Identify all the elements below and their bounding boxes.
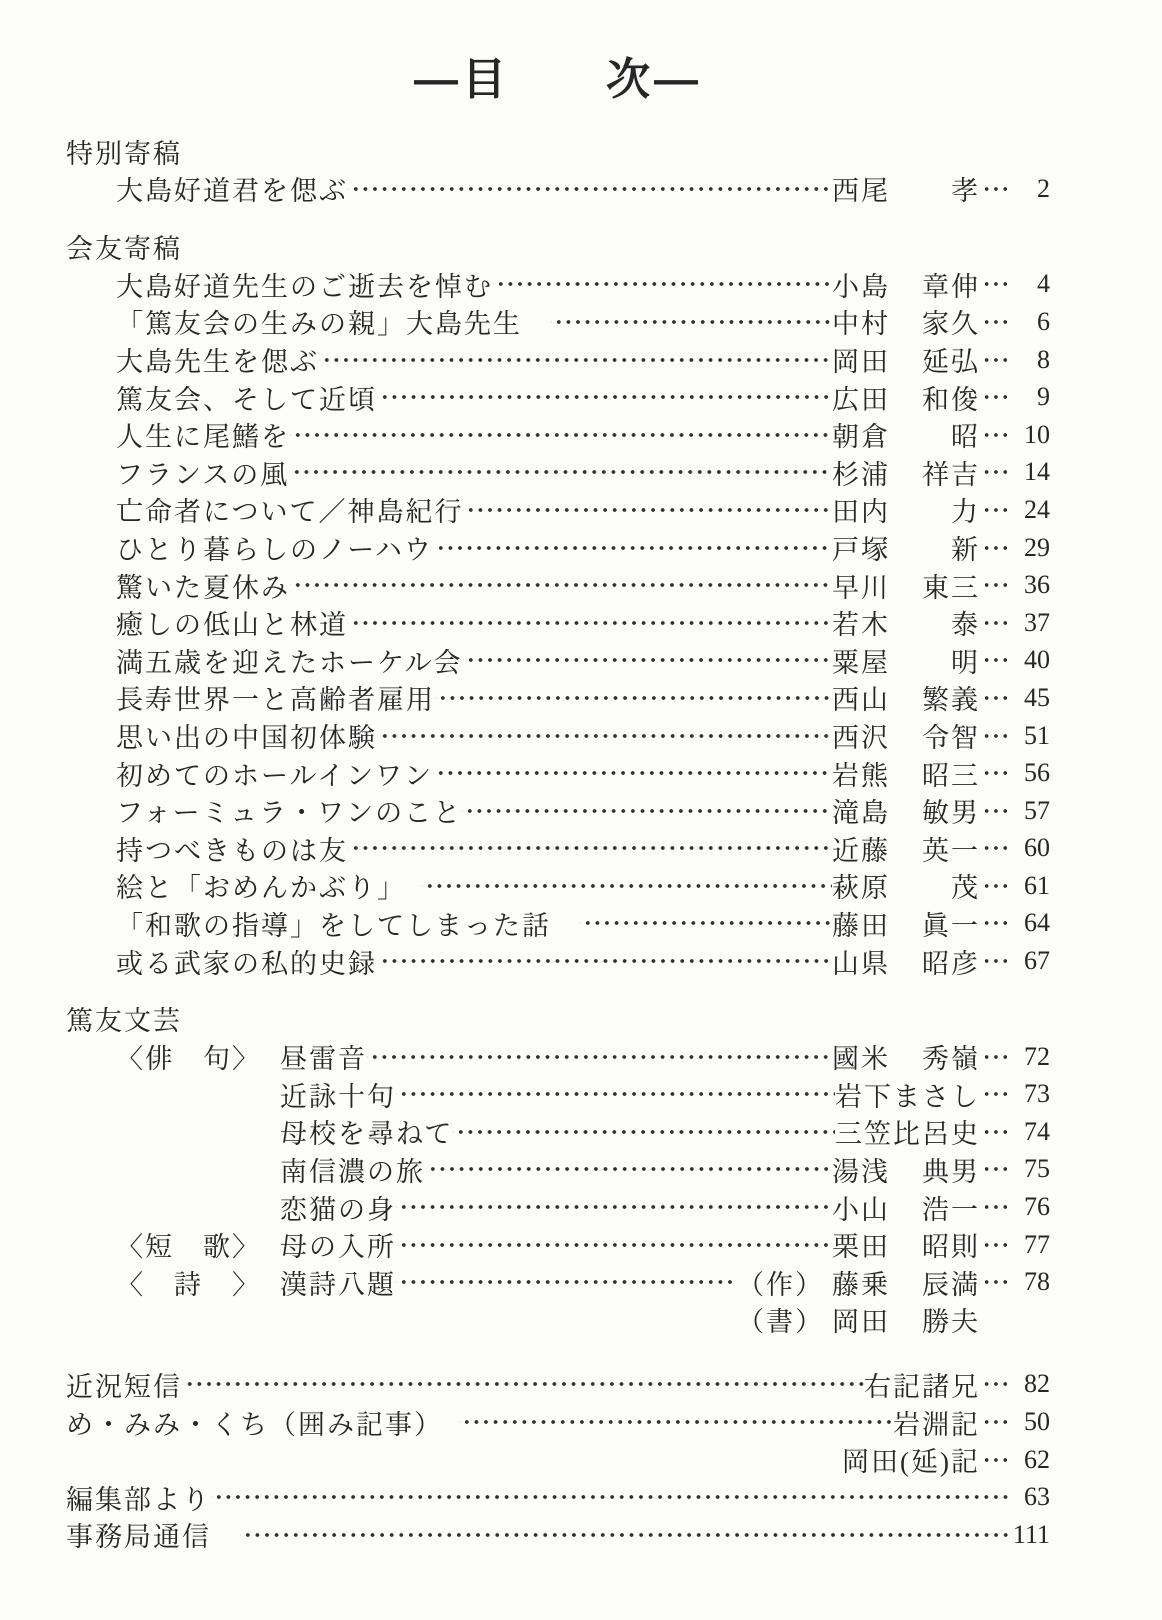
author-given-name: 典男	[922, 1156, 980, 1187]
toc-entry	[66, 942, 1050, 980]
author-name	[832, 942, 980, 981]
page-leader-dots	[980, 382, 1008, 412]
entry-title: 長寿世界一と高齢者雇用	[116, 685, 435, 716]
toc-entry	[66, 754, 1050, 792]
page-number: 6	[1037, 306, 1050, 336]
toc-entry	[66, 1403, 1050, 1441]
dot-leader	[182, 1369, 864, 1399]
page-number: 73	[1024, 1079, 1050, 1109]
page-leader-dots	[980, 1117, 1008, 1147]
entry-title: 大島先生を偲ぶ	[116, 347, 319, 378]
toc-entry	[66, 378, 1050, 416]
author-family-name: 小島	[832, 271, 890, 302]
dot-leader	[453, 1117, 835, 1147]
author-family-name: 萩原	[832, 873, 890, 904]
author-given-name: 章伸	[922, 271, 980, 302]
author-name	[832, 866, 980, 905]
entry-title: ひとり暮らしのノーハウ	[116, 535, 433, 566]
author-name	[832, 340, 980, 379]
dot-leader	[289, 457, 832, 487]
dot-leader	[396, 1267, 737, 1297]
page-number: 51	[1024, 720, 1050, 750]
author-given-name: 秀嶺	[922, 1044, 980, 1075]
page-number: 24	[1024, 494, 1050, 524]
author-given-name: 新	[951, 535, 980, 566]
page-leader-dots	[980, 1079, 1008, 1109]
toc-entry	[66, 679, 1050, 717]
entry-title: め・みみ・くち（囲み記事）	[66, 1409, 459, 1440]
dot-leader	[280, 1305, 737, 1335]
section-heading: 篤友文芸	[66, 1006, 182, 1037]
dot-leader	[211, 1482, 1008, 1512]
author-given-name: 英一	[922, 835, 980, 866]
dot-leader	[463, 495, 832, 525]
author-family-name: 岡田	[832, 347, 890, 378]
author-name	[832, 528, 980, 567]
dot-leader	[396, 1079, 835, 1109]
page-leader-dots	[980, 608, 1008, 638]
toc-entry	[66, 642, 1050, 680]
genre-label: 〈俳 句〉	[116, 1044, 261, 1075]
author-given-name: 昭三	[922, 760, 980, 791]
author-role-prefix: （書）	[737, 1307, 824, 1338]
author-role-prefix: （作）	[737, 1269, 824, 1300]
toc-entry	[66, 1441, 1050, 1479]
author-given-name: 延弘	[922, 347, 980, 378]
entry-title: 近詠十句	[280, 1081, 396, 1112]
entry-title: 漢詩八題	[280, 1269, 396, 1300]
dot-leader	[290, 420, 832, 450]
entry-title: 癒しの低山と林道	[116, 610, 348, 641]
dot-leader	[377, 946, 832, 976]
entry-title: 母校を尋ねて	[280, 1119, 454, 1150]
author-family-name: 田内	[832, 497, 890, 528]
page-leader-dots	[980, 1369, 1008, 1399]
author-given-name: 祥吉	[922, 459, 980, 490]
page-leader-dots	[980, 1230, 1008, 1260]
author-family-name: 近藤	[832, 835, 890, 866]
entry-title: 人生に尾鰭を	[116, 422, 290, 453]
page-leader-dots	[980, 174, 1008, 204]
entry-title: 恋猫の身	[280, 1194, 396, 1225]
dot-leader	[435, 683, 832, 713]
entry-title: 初めてのホールインワン	[116, 760, 434, 791]
author-given-name: 茂	[951, 873, 980, 904]
author-name	[832, 1150, 980, 1189]
entry-title: 亡命者について／神島紀行	[116, 497, 464, 528]
dot-leader	[425, 1154, 832, 1184]
page-leader-dots	[980, 1445, 1008, 1475]
entry-title: 母の入所	[280, 1232, 396, 1263]
dot-leader	[459, 1407, 894, 1437]
dot-leader	[551, 307, 832, 337]
page-leader-dots	[980, 908, 1008, 938]
author-given-name: 家久	[922, 309, 980, 340]
entry-title: 篤友会、そして近頃	[116, 384, 377, 415]
author-name	[832, 603, 980, 642]
author-family-name: 中村	[832, 309, 890, 340]
dot-leader	[377, 382, 832, 412]
author-family-name: 粟屋	[832, 647, 890, 678]
dot-leader	[367, 1042, 832, 1072]
author-family-name: 岡田	[832, 1307, 890, 1338]
page-number: 40	[1024, 645, 1050, 675]
author-name	[832, 378, 980, 417]
toc-section	[66, 228, 1050, 980]
author-name	[832, 169, 980, 208]
page-number: 60	[1024, 833, 1050, 863]
page-leader-dots	[980, 1407, 1008, 1437]
dot-leader	[580, 908, 832, 938]
entry-title: 事務局通信	[66, 1522, 240, 1553]
toc-entry	[66, 1075, 1050, 1113]
author-given-name: 東三	[922, 572, 980, 603]
entry-title: 絵と「おめんかぶり」	[116, 873, 422, 904]
entry-title: 思い出の中国初体験	[116, 723, 377, 754]
page-leader-dots	[980, 683, 1008, 713]
toc-entry	[66, 1113, 1050, 1151]
page-leader-dots	[980, 269, 1008, 299]
toc-entry	[66, 717, 1050, 755]
author-name: 岩下まさし	[835, 1081, 980, 1112]
author-family-name: 國米	[832, 1044, 890, 1075]
toc-entry	[66, 1301, 1050, 1339]
page-number: 50	[1024, 1407, 1050, 1437]
author-family-name: 若木	[832, 610, 890, 641]
author-name	[832, 904, 980, 943]
author-name	[832, 1263, 980, 1302]
author-family-name: 戸塚	[832, 535, 890, 566]
dot-leader	[240, 1520, 1008, 1550]
entry-title: フランスの風	[116, 459, 290, 490]
dot-leader	[319, 345, 832, 375]
entry-title: 近況短信	[66, 1371, 182, 1402]
page-leader-dots	[980, 495, 1008, 525]
entry-title: 「篤友会の生みの親」大島先生	[116, 309, 551, 340]
toc-entry	[66, 792, 1050, 830]
author-family-name: 西尾	[832, 176, 890, 207]
author-name	[832, 1300, 980, 1339]
author-name	[832, 716, 980, 755]
toc-entry	[66, 830, 1050, 868]
page-number: 61	[1024, 870, 1050, 900]
entry-title: 満五歳を迎えたホーケル会	[116, 647, 463, 678]
author-name	[832, 566, 980, 605]
author-family-name: 朝倉	[832, 422, 890, 453]
author-family-name: 岩熊	[832, 760, 890, 791]
author-family-name: 西山	[832, 685, 890, 716]
page-number: 63	[1024, 1482, 1050, 1512]
page-leader-dots	[980, 833, 1008, 863]
toc-entry	[66, 1478, 1050, 1516]
author-family-name: 滝島	[832, 798, 890, 829]
page-number: 4	[1037, 269, 1050, 299]
entry-title: 編集部より	[66, 1484, 211, 1515]
section-heading: 会友寄稿	[66, 234, 182, 265]
author-family-name: 山県	[832, 948, 890, 979]
author-family-name: 西沢	[832, 723, 890, 754]
author-given-name: 眞一	[922, 910, 980, 941]
page-leader-dots	[980, 796, 1008, 826]
page-number: 76	[1024, 1192, 1050, 1222]
dot-leader	[290, 570, 832, 600]
genre-label: 〈 詩 〉	[116, 1269, 261, 1300]
author-family-name: 栗田	[832, 1232, 890, 1263]
author-family-name: 小山	[832, 1194, 890, 1225]
toc-entry	[66, 1226, 1050, 1264]
author-name	[832, 791, 980, 830]
toc-entry	[66, 867, 1050, 905]
author-name	[832, 302, 980, 341]
entry-title: 持つべきものは友	[116, 835, 348, 866]
page-number: 75	[1024, 1154, 1050, 1184]
section-heading: 特別寄稿	[66, 138, 182, 169]
page-number: 64	[1024, 908, 1050, 938]
dot-leader	[493, 269, 832, 299]
entry-title: 或る武家の私的史録	[116, 948, 377, 979]
author-given-name: 明	[951, 647, 980, 678]
author-given-name: 浩一	[922, 1194, 980, 1225]
toc-entry	[66, 604, 1050, 642]
dot-leader	[377, 721, 832, 751]
entry-title: 昼雷音	[280, 1044, 367, 1075]
page-leader-dots	[980, 570, 1008, 600]
page-leader-dots	[980, 1192, 1008, 1222]
toc-entry	[66, 1188, 1050, 1226]
dot-leader	[433, 758, 832, 788]
dot-leader	[433, 533, 832, 563]
entry-title: 南信濃の旅	[280, 1156, 425, 1187]
page-number: 78	[1024, 1267, 1050, 1297]
author-family-name: 早川	[832, 572, 890, 603]
page-number: 82	[1024, 1369, 1050, 1399]
author-name	[832, 641, 980, 680]
dot-leader	[422, 871, 833, 901]
page-number: 8	[1037, 344, 1050, 374]
toc-entry	[66, 416, 1050, 454]
toc-section	[66, 1000, 1050, 1339]
dot-leader	[462, 796, 832, 826]
toc-entry	[66, 1366, 1050, 1404]
dot-leader	[348, 833, 832, 863]
author-name: 岡田(延)記	[842, 1447, 980, 1478]
page-leader-dots	[980, 307, 1008, 337]
toc-entry	[66, 491, 1050, 529]
author-given-name: 和俊	[922, 384, 980, 415]
author-family-name: 藤乗	[832, 1269, 890, 1300]
author-family-name: 藤田	[832, 910, 890, 941]
toc-entry	[66, 266, 1050, 304]
toc-entry	[66, 1038, 1050, 1076]
toc-section	[66, 132, 1050, 208]
entry-title: 驚いた夏休み	[116, 572, 290, 603]
toc-entry	[66, 1516, 1050, 1554]
page-leader-dots	[980, 345, 1008, 375]
page-leader-dots	[980, 1042, 1008, 1072]
page-number: 56	[1024, 758, 1050, 788]
page-number: 29	[1024, 532, 1050, 562]
entry-title: 大島好道先生のご逝去を悼む	[116, 271, 493, 302]
toc-entry	[66, 566, 1050, 604]
author-given-name: 昭	[951, 422, 980, 453]
page-leader-dots	[980, 871, 1008, 901]
author-given-name: 昭則	[922, 1232, 980, 1263]
toc-entry	[66, 1151, 1050, 1189]
author-given-name: 辰満	[922, 1269, 980, 1300]
page-number: 36	[1024, 570, 1050, 600]
page-number: 77	[1024, 1229, 1050, 1259]
entry-title: フォーミュラ・ワンのこと	[116, 798, 463, 829]
toc-entry	[66, 454, 1050, 492]
author-given-name: 力	[951, 497, 980, 528]
page-title: —目 次—	[414, 55, 702, 104]
author-name	[832, 490, 980, 529]
entry-title: 「和歌の指導」をしてしまった話	[116, 910, 580, 941]
dot-leader	[396, 1230, 832, 1260]
author-name	[832, 678, 980, 717]
author-given-name: 昭彦	[922, 948, 980, 979]
page-number: 72	[1024, 1041, 1050, 1071]
page-leader-dots	[980, 645, 1008, 675]
page-number: 37	[1024, 607, 1050, 637]
page-number: 2	[1037, 173, 1050, 203]
author-family-name: 湯浅	[832, 1156, 890, 1187]
page-number: 67	[1024, 946, 1050, 976]
author-name	[832, 265, 980, 304]
author-family-name: 広田	[832, 384, 890, 415]
author-name: 三笠比呂史	[835, 1119, 980, 1150]
page-number: 74	[1024, 1116, 1050, 1146]
dot-leader	[463, 645, 832, 675]
author-name	[832, 829, 980, 868]
dot-leader	[348, 608, 832, 638]
author-name	[832, 1188, 980, 1227]
toc-entry	[66, 341, 1050, 379]
page-number: 62	[1024, 1444, 1050, 1474]
page-leader-dots	[980, 420, 1008, 450]
page-leader-dots	[980, 721, 1008, 751]
author-name: 岩淵記	[893, 1409, 980, 1440]
author-name	[832, 1037, 980, 1076]
author-family-name: 杉浦	[832, 459, 890, 490]
author-name	[832, 415, 980, 454]
author-given-name: 令智	[922, 723, 980, 754]
genre-label: 〈短 歌〉	[116, 1232, 261, 1263]
page-leader-dots	[980, 457, 1008, 487]
page-number: 14	[1024, 457, 1050, 487]
entry-title: 大島好道君を偲ぶ	[116, 176, 348, 207]
toc-entry	[66, 303, 1050, 341]
page-number: 9	[1037, 382, 1050, 412]
dot-leader	[66, 1445, 842, 1475]
page-number: 111	[1012, 1519, 1050, 1549]
author-given-name: 敏男	[922, 798, 980, 829]
author-given-name: 勝夫	[922, 1307, 980, 1338]
author-given-name: 泰	[951, 610, 980, 641]
page-number: 57	[1024, 795, 1050, 825]
toc-entry	[66, 905, 1050, 943]
toc-entry	[66, 529, 1050, 567]
dot-leader	[348, 174, 832, 204]
author-name	[832, 754, 980, 793]
author-name: 右記諸兄	[864, 1371, 980, 1402]
author-given-name: 孝	[951, 176, 980, 207]
author-given-name: 繁義	[922, 685, 980, 716]
page-leader-dots	[980, 533, 1008, 563]
author-name	[832, 1225, 980, 1264]
page-leader-dots	[980, 1267, 1008, 1297]
page-number: 45	[1024, 682, 1050, 712]
dot-leader	[396, 1192, 832, 1222]
page-number: 10	[1024, 419, 1050, 449]
toc-section	[66, 1366, 1050, 1554]
page-leader-dots	[980, 758, 1008, 788]
toc-entry	[66, 170, 1050, 208]
page-leader-dots	[980, 946, 1008, 976]
toc-list	[66, 132, 1050, 1554]
toc-entry	[66, 1263, 1050, 1301]
page-leader-dots	[980, 1154, 1008, 1184]
author-name	[832, 453, 980, 492]
